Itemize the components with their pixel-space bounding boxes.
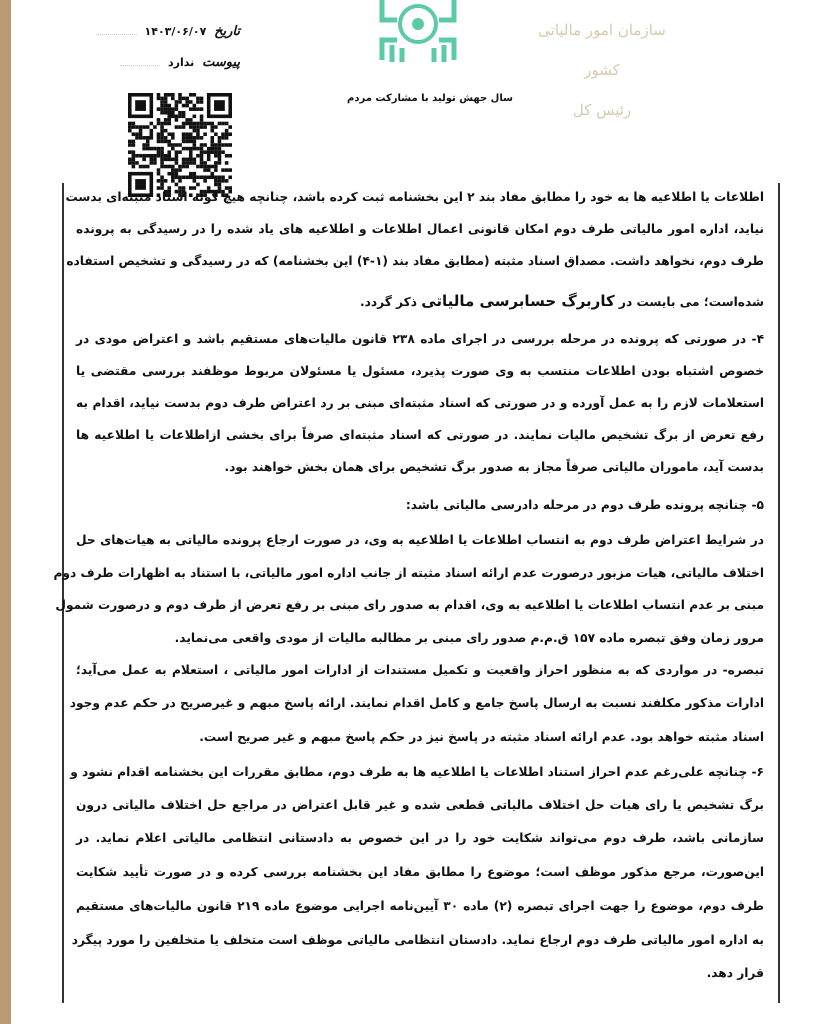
text-line xyxy=(76,460,764,474)
text-line xyxy=(76,899,764,913)
text-line-content: بدست آید، ماموران مالیاتی صرفاً مجاز به صدور برگ تشخیص برای همان بخش خواهند بود. xyxy=(224,460,764,474)
text-line xyxy=(76,831,764,845)
emphasized-term: کاربرگ حسابرسی مالیاتی xyxy=(421,292,615,310)
text-line xyxy=(76,663,764,677)
text-line-content: طرف دوم، نخواهد داشت. مصداق اسناد مثبته (مطابق مفاد بند (۱-۴) این بخشنامه) که در رسیدگی و تشخیص استفاده xyxy=(66,254,764,268)
attachment-label: پیوست xyxy=(202,55,240,70)
page-edge xyxy=(0,0,11,1024)
text-line-content: مبنی بر عدم انتساب اطلاعات یا اطلاعیه به وی، اقدام به صدور رای مبنی بر رفع تعرض از طرف دوم و درصورت شمول xyxy=(55,598,764,612)
text-line-content: خصوص اشتباه بودن اطلاعات منتسب به وی صورت پذیرد، مسئول یا مسئولان مربوط موظفند بررسی مقتضی یا xyxy=(76,364,764,378)
text-line-content: در شرایط اعتراض طرف دوم به انتساب اطلاعات یا اطلاعیه به وی، در صورت ارجاع پرونده مالیاتی به هیات‌های حل xyxy=(76,533,764,547)
text-line xyxy=(76,332,764,346)
text-line xyxy=(76,798,764,812)
text-line-content: ۶- چنانچه علی‌رغم عدم احراز استناد اطلاعات یا اطلاعیه ها به طرف دوم، مطابق مقررات این بخشنامه اقدام نشود و xyxy=(70,765,764,779)
text-line-content: تبصره- در مواردی که به منظور احراز واقعیت و تکمیل مستندات از ادارات امور مالیاتی ، استعلام به عمل می‌آید؛ xyxy=(76,663,764,677)
text-line-content: برگ تشخیص یا رای هیات حل اختلاف مالیاتی قطعی شده و غیر قابل اعتراض در مراجع حل اختلاف مالیاتی درون xyxy=(76,798,764,812)
slogan: سال جهش تولید با مشارکت مردم xyxy=(347,93,513,104)
text-line-content: ادارات مذکور مکلفند نسبت به ارسال پاسخ جامع و کامل اقدام نمایند. ارائه پاسخ مبهم و غیرصریح در حکم عدم وجود xyxy=(69,696,764,710)
text-line xyxy=(70,765,764,779)
attachment-value: ندارد xyxy=(168,56,195,69)
text-line xyxy=(76,364,764,378)
letterhead-signature xyxy=(522,10,682,130)
text-line-content: ۴- در صورتی که پرونده در مرحله بررسی در اجرای ماده ۲۳۸ قانون مالیات‌های مستقیم باشد و اعتراض مودی در xyxy=(76,332,765,346)
date-field xyxy=(90,24,240,39)
text-line xyxy=(76,498,764,512)
text-line-content: قرار دهد. xyxy=(706,966,764,980)
text-line xyxy=(76,865,764,879)
text-line-content: به اداره امور مالیاتی طرف دوم ارجاع نماید. دادستان انتظامی مالیاتی موظف است متخلف یا متخلفین را مورد پیگرد xyxy=(71,933,764,947)
tax-organization-logo xyxy=(372,0,464,62)
text-line-content: مرور زمان وفق تبصره ماده ۱۵۷ ق.م.م صدور رای مبنی بر مطالبه مالیات از مودی واقعی می‌نماید. xyxy=(174,631,764,645)
text-line xyxy=(76,428,764,442)
text-line xyxy=(69,696,764,710)
text-line-content: اسناد مثبته خواهد بود. عدم ارائه اسناد مثبته در پاسخ نیز در حکم پاسخ مبهم و غیر صریح است. xyxy=(199,730,764,744)
text-line xyxy=(76,631,764,645)
text-line xyxy=(76,966,764,980)
date-label: تاریخ xyxy=(214,24,240,39)
date-value: ۱۴۰۳/۰۶/۰۷ xyxy=(144,25,207,38)
text-line xyxy=(65,190,764,204)
org-name: سازمان امور مالیاتی کشور xyxy=(538,21,666,79)
text-line-content: اطلاعات یا اطلاعیه ها به خود را مطابق مفاد بند ۲ این بخشنامه ثبت کرده باشد، چنانچه هیچ گونه اسناد مثبته‌ای بدست xyxy=(65,190,764,204)
text-line-content: طرف دوم، موضوع را جهت اجرای تبصره (۲) ماده ۳۰ آیین‌نامه اجرایی موضوع ماده ۲۱۹ قانون مالیات‌های مستقیم xyxy=(76,899,764,913)
text-line-content: شده‌است؛ می بایست در xyxy=(614,295,764,309)
org-title: رئیس کل xyxy=(572,101,632,119)
text-line xyxy=(76,533,764,547)
text-line-content: ذکر گردد. xyxy=(359,295,422,309)
text-line xyxy=(76,292,764,310)
text-line xyxy=(76,222,764,236)
text-line-content: این‌صورت، مرجع مذکور موظف است؛ موضوع را مطابق مفاد این بخشنامه بررسی کرده و در صورت تأیید شکایت xyxy=(76,865,764,879)
text-line xyxy=(71,933,764,947)
text-line xyxy=(76,730,764,744)
text-line-content: رفع تعرض از برگ تشخیص مالیات نمایند. در صورتی که اسناد مثبته‌ای صرفاً برای بخشی ازاطلاعات یا اطلاعیه ها xyxy=(76,428,764,442)
text-line-content: سازمانی باشد، طرف دوم می‌تواند شکایت خود را در این خصوص به دادستانی انتظامی مالیاتی اعلام نماید. در xyxy=(76,831,764,845)
text-line xyxy=(76,396,764,410)
text-line-content: استعلامات لازم را به عمل آورده و در صورتی که اسناد مثبته‌ای مبنی بر رد اعتراض طرف دوم بدست نیاید، اقدام به xyxy=(76,396,764,410)
text-line-content: ۵- چنانچه پرونده طرف دوم در مرحله دادرسی مالیاتی باشد: xyxy=(405,498,764,512)
text-line xyxy=(55,598,764,612)
text-line-content: نیاید، اداره امور مالیاتی طرف دوم امکان قانونی اعمال اطلاعات و اطلاعیه های یاد شده را در رسیدگی به پرونده xyxy=(76,222,764,236)
attachment-field xyxy=(90,55,240,70)
text-line-content: اختلاف مالیاتی، هیات مزبور درصورت عدم ارائه اسناد مثبته از جانب اداره امور مالیاتی، با استناد به اظهارات طرف دوم xyxy=(53,566,764,580)
text-line xyxy=(53,566,764,580)
text-line xyxy=(66,254,764,268)
